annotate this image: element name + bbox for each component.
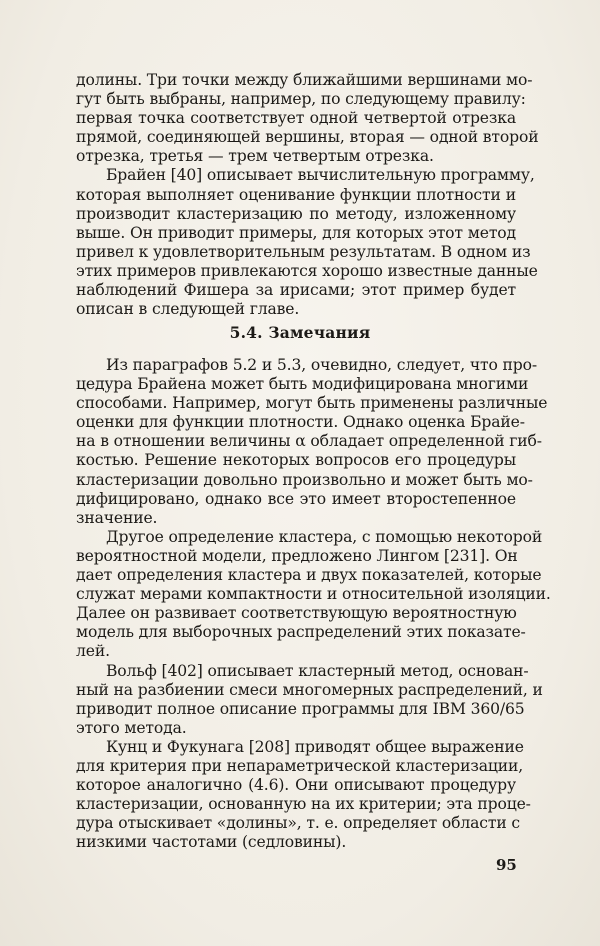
text-line: ный на разбиении смеси многомерных распределений, и: [76, 680, 543, 699]
paragraph: [76, 527, 551, 662]
text-line: кластеризации, основанную на их критерии; эта проце-: [76, 795, 531, 814]
paragraph: [76, 356, 548, 528]
paragraph: [76, 737, 531, 853]
text-line: служат мерами компактности и относительной изоляции.: [76, 585, 551, 604]
text-line: прямой, соединяющей вершины, вторая — одной второй: [76, 128, 539, 147]
text-line: Из параграфов 5.2 и 5.3, очевидно, следует, что про-: [106, 356, 537, 374]
text-line: описан в следующей главе.: [76, 300, 300, 319]
text-line: гут быть выбраны, например, по следующему правилу:: [76, 90, 526, 109]
text-line: лей.: [76, 642, 110, 661]
paragraph: [76, 71, 539, 166]
text-line: производит кластеризацию по методу, изложенному: [76, 204, 516, 223]
text-line: для критерия при непараметрической кластеризации,: [76, 756, 524, 775]
text-line: отрезка, третья — трем четвертым отрезка.: [76, 147, 434, 166]
text-line: на в отношении величины α обладает определенной гиб-: [76, 432, 542, 451]
text-line: Другое определение кластера, с помощью некоторой: [106, 527, 543, 546]
paragraph: [76, 166, 538, 319]
text-line: Кунц и Фукунага [208] приводят общее выражение: [106, 737, 524, 756]
text-line: дифицировано, однако все это имеет второстепенное: [76, 489, 516, 508]
text-line: костью. Решение некоторых вопросов его процедуры: [76, 451, 516, 470]
text-line: наблюдений Фишера за ирисами; этот пример будет: [76, 281, 516, 300]
text-line: Далее он развивает соответствующую вероятностную: [76, 604, 517, 623]
text-line: выше. Он приводит примеры, для которых этот метод: [76, 223, 516, 242]
text-line: Вольф [402] описывает кластерный метод, основан-: [106, 661, 529, 680]
page-number: 95: [496, 856, 517, 874]
text-line: приводит полное описание программы для IBM 360/65: [76, 699, 525, 718]
text-line: которое аналогично (4.6). Они описывают процедуру: [76, 776, 516, 795]
text-line: значение.: [76, 508, 158, 527]
text-line: Брайен [40] описывает вычислительную программу,: [106, 166, 535, 185]
text-line: модель для выборочных распределений этих показате-: [76, 623, 526, 642]
text-line: этих примеров привлекаются хорошо известные данные: [76, 261, 538, 280]
text-line: цедура Брайена может быть модифицирована многими: [76, 375, 529, 394]
paragraph: [76, 661, 543, 738]
bottom-text-block: [76, 356, 551, 852]
text-line: дура отыскивает «долины», т. е. определяет области с: [76, 814, 520, 833]
text-line: оценки для функции плотности. Однако оценка Брайе-: [76, 413, 525, 432]
text-line: вероятностной модели, предложено Лингом [231]. Он: [76, 546, 518, 565]
text-line: которая выполняет оценивание функции плотности и: [76, 185, 516, 204]
text-line: первая точка соответствует одной четвертой отрезка: [76, 109, 516, 128]
text-line: привел к удовлетворительным результатам. В одном из: [76, 242, 531, 261]
text-line: низкими частотами (седловины).: [76, 833, 347, 852]
text-line: кластеризации довольно произвольно и может быть мо-: [76, 470, 533, 489]
text-line: этого метода.: [76, 718, 187, 737]
text-line: дает определения кластера и двух показателей, которые: [76, 566, 542, 585]
text-line: способами. Например, могут быть применены различные: [76, 394, 548, 413]
text-line: долины. Три точки между ближайшими вершинами мо-: [76, 71, 533, 89]
section-heading: 5.4. Замечания: [229, 323, 371, 342]
top-text-block: [76, 71, 539, 319]
